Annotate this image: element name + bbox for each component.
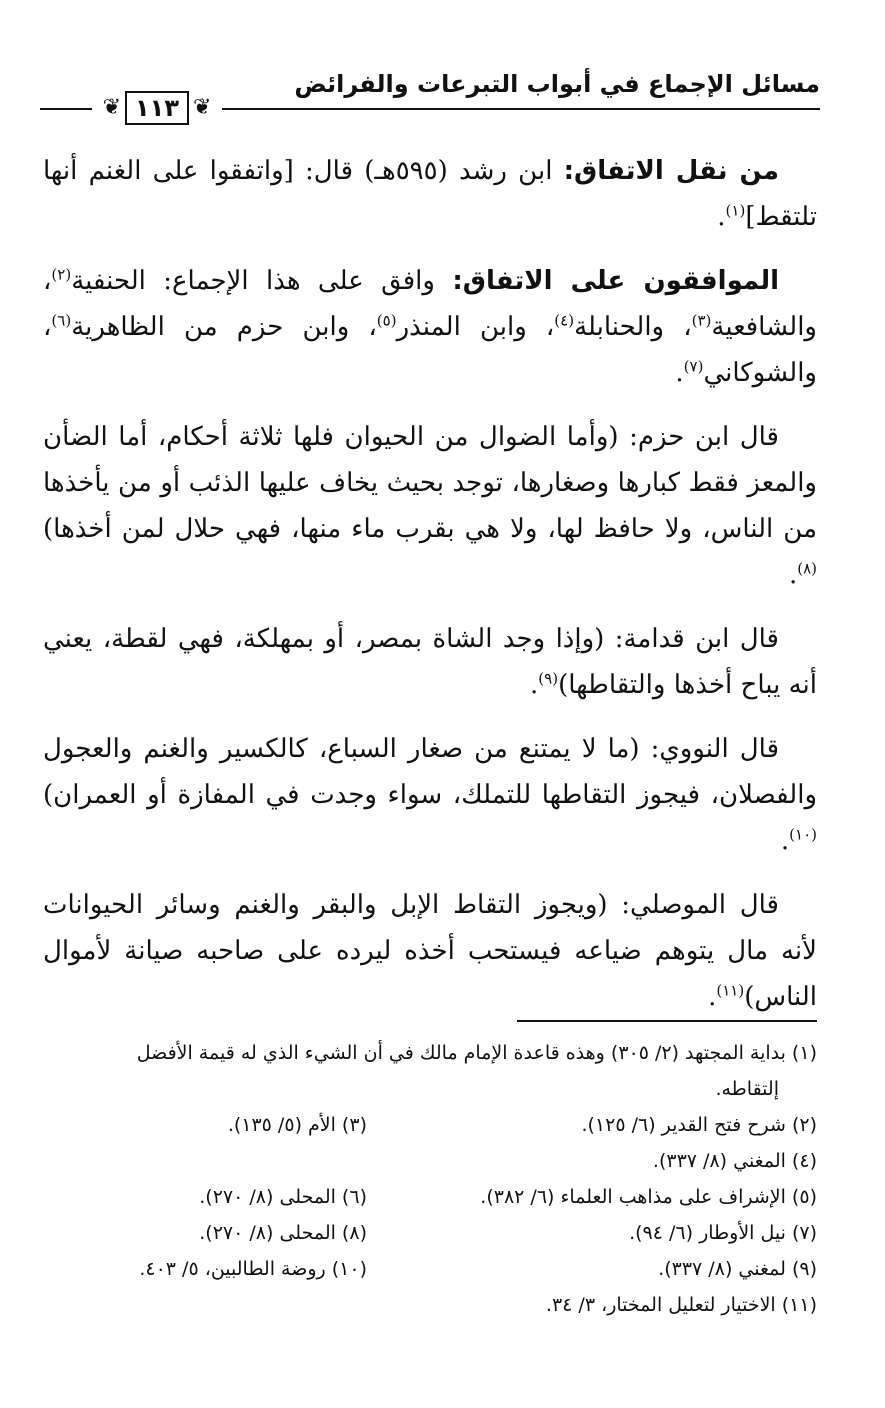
footnote: (٤) المغني (٨/ ٣٣٧). [652,1150,817,1172]
footnote: (٥) الإشراف على مذاهب العلماء (٦/ ٣٨٢). [480,1186,817,1208]
footnote-ref: (١) [725,201,746,220]
paragraph-text: ابن رشد (٥٩٥هـ) قال: [واتفقوا على الغنم أنها تلتقط] [43,156,817,232]
footnote-text: (١) بداية المجتهد (٢/ ٣٠٥) وهذه قاعدة الإمام مالك في أن الشيء الذي له قيمة الأفضل [136,1042,817,1064]
footnotes [40,1035,817,1323]
footnote-ref: (١١) [716,981,745,1000]
paragraph [43,148,817,240]
footnote-grid [40,1107,817,1323]
paragraph-text: قال الموصلي: (ويجوز التقاط الإبل والبقر والغنم وسائر الحيوانات لأنه مال يتوهم ضياعه فيستحب أخذه ليرده على صاحبه صيانة لأموال الناس) [43,890,817,1012]
paragraph-tail: . [708,982,717,1012]
paragraph-text: ، وابن المنذر [396,312,555,342]
page-number-ornament [92,90,222,126]
footnote-ref: (٤) [554,311,575,330]
paragraph-tail: . [530,670,539,700]
paragraph-text: قال النووي: (ما لا يمتنع من صغار السباع، كالكسير والغنم والعجول والفصلان، فيجوز التقاطها للتملك، سواء وجدت في المفازة أو العمران) [43,734,817,810]
page-header [40,70,820,132]
paragraph [43,726,817,864]
footnote-ref: (٧) [683,357,704,376]
footnote: (٢) شرح فتح القدير (٦/ ١٢٥). [581,1114,817,1136]
paragraph-text: قال ابن قدامة: (وإذا وجد الشاة بمصر، أو بمهلكة، فهي لقطة، يعني أنه يباح أخذها والتقاطها) [43,624,817,700]
ornament-flourish-icon: ❦ [102,95,122,120]
footnote: (١٠) روضة الطالبين، ٥/ ٤٠٣. [139,1258,367,1280]
paragraph [43,882,817,1020]
paragraph-lead: الموافقون على الاتفاق: [452,266,780,296]
footnote-ref: (٣) [691,311,712,330]
paragraph [43,258,817,396]
ornament-flourish-icon: ❦ [192,95,212,120]
footnote-separator [517,1020,817,1022]
footnote-empty [40,1287,367,1323]
paragraph-text: ، والحنابلة [574,312,692,342]
paragraph-text: ، والشوكاني [43,312,817,388]
page-number: ١١٣ [125,91,189,125]
paragraph-tail: . [717,202,726,232]
footnote: (١١) الاختيار لتعليل المختار، ٣/ ٣٤. [545,1294,817,1316]
paragraph [43,414,817,598]
footnote-ref: (٩) [538,669,559,688]
paragraph-tail: . [788,560,798,590]
footnote-ref: (٢) [51,265,72,284]
running-title: مسائل الإجماع في أبواب التبرعات والفرائض [294,70,820,98]
footnote: (٣) الأم (٥/ ١٣٥). [227,1114,367,1136]
paragraph-lead: من نقل الاتفاق: [563,156,779,186]
footnote-ref: (٦) [51,311,72,330]
footnote-ref: (٥) [376,311,397,330]
paragraph-text: ، والشافعية [43,266,817,342]
main-text [43,148,817,1038]
paragraph-text: وافق على هذا الإجماع: الحنفية [71,266,453,296]
footnote: (٩) لمغني (٨/ ٣٣٧). [658,1258,817,1280]
footnote-ref: (١٠) [789,825,817,844]
footnote-empty [40,1143,367,1179]
paragraph-tail: . [780,826,790,856]
paragraph-text: قال ابن حزم: (وأما الضوال من الحيوان فلها ثلاثة أحكام، أما الضأن والمعز فقط كبارها وصغارها، توجد بحيث يخاف عليها الذئب أو من يأخذها من الناس، ولا حافظ لها، ولا هي بقرب ماء منها، فهي حلال لمن أخذها) [43,422,817,544]
footnote: (٦) المحلى (٨/ ٢٧٠). [199,1186,367,1208]
footnote: (٨) المحلى (٨/ ٢٧٠). [199,1222,367,1244]
footnote-ref: (٨) [797,559,817,578]
footnote-continuation: إلتقاطه. [715,1078,779,1100]
paragraph-tail: . [675,358,684,388]
footnote [40,1035,817,1107]
footnote: (٧) نيل الأوطار (٦/ ٩٤). [629,1222,817,1244]
paragraph [43,616,817,708]
paragraph-text: ، وابن حزم من الظاهرية [71,312,377,342]
